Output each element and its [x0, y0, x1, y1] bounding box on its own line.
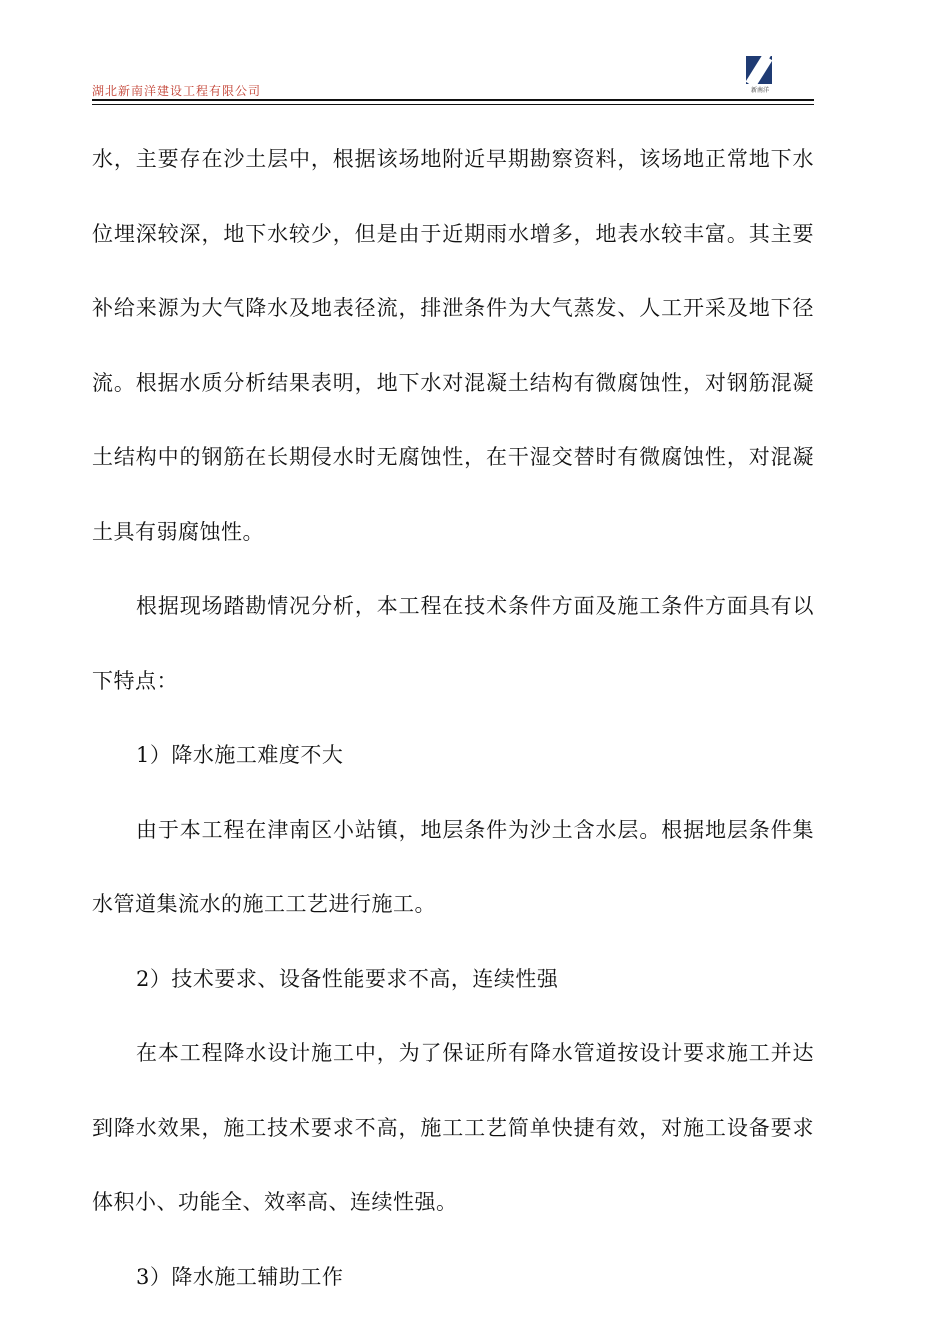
document-body: [92, 122, 814, 1314]
company-name: 湖北新南洋建设工程有限公司: [92, 84, 262, 98]
header-rule-thick: [92, 99, 814, 101]
section-heading-3: 3）降水施工辅助工作: [136, 1264, 344, 1289]
company-logo: [746, 56, 774, 96]
page-header: [92, 54, 814, 104]
section-heading-2: 2）技术要求、设备性能要求不高，连续性强: [136, 966, 559, 991]
header-rule-thin: [92, 104, 814, 105]
paragraph-technical-requirements: 在本工程降水设计施工中，为了保证所有降水管道按设计要求施工并达到降水效果，施工技术要求不高，施工工艺简单快捷有效，对施工设备要求体积小、功能全、效率高、连续性强。: [92, 1041, 814, 1214]
logo-text: 新南洋: [750, 87, 769, 94]
paragraph-strata: 由于本工程在津南区小站镇，地层条件为沙土含水层。根据地层条件集水管道集流水的施工工艺进行施工。: [92, 817, 814, 916]
section-heading-1: 1）降水施工难度不大: [136, 743, 344, 767]
logo-emblem-icon: [746, 56, 772, 84]
paragraph-groundwater: 水，主要存在沙土层中，根据该场地附近早期勘察资料，该场地正常地下水位埋深较深，地下水较少，但是由于近期雨水增多，地表水较丰富。其主要补给来源为大气降水及地表径流，排泄条件为大气蒸发、人工开采及地下径流。根据水质分析结果表明，地下水对混凝土结构有微腐蚀性，对钢筋混凝土结构中的钢筋在长期侵水时无腐蚀性，在干湿交替时有微腐蚀性，对混凝土具有弱腐蚀性。: [92, 147, 814, 544]
paragraph-site-analysis: 根据现场踏勘情况分析，本工程在技术条件方面及施工条件方面具有以下特点：: [92, 594, 814, 693]
